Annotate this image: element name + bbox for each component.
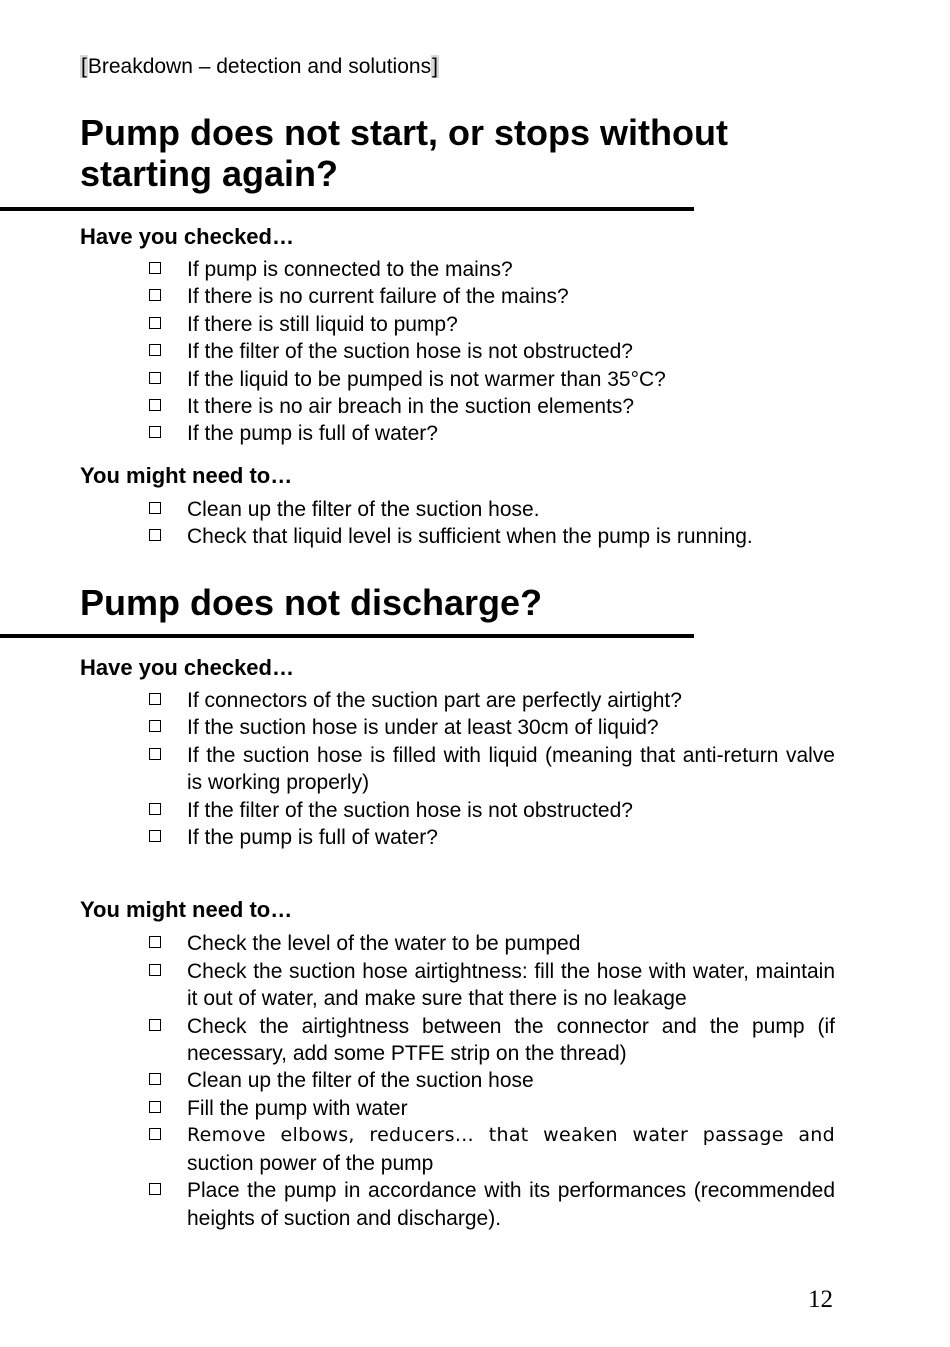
list-item (80, 1122, 835, 1177)
list-item-text: If there is no current failure of the mains? (187, 285, 569, 309)
list-item-text: If the pump is full of water? (187, 826, 438, 850)
checked-list (80, 256, 840, 448)
list-item-text: Place the pump in accordance with its performances (recommended heights of suction and discharge). (187, 1179, 835, 1230)
need-list (80, 496, 840, 551)
list-item (80, 958, 835, 1013)
checkbox-icon (149, 936, 161, 948)
list-item (80, 496, 835, 523)
need-list (80, 930, 840, 1231)
list-item (80, 338, 835, 365)
list-item (80, 420, 835, 447)
list-item-text: Check that liquid level is sufficient when the pump is running. (187, 525, 753, 549)
list-item (80, 1067, 835, 1094)
checked-subheading: Have you checked… (80, 655, 294, 680)
list-item-text: Check the level of the water to be pumped (187, 932, 581, 956)
list-item-text: If pump is connected to the mains? (187, 258, 513, 281)
list-item (80, 714, 835, 741)
need-subheading: You might need to… (80, 462, 293, 488)
list-item (80, 311, 835, 338)
list-item-text: Check the airtightness between the connector and the pump (if necessary, add some PTFE strip on the thread) (187, 1014, 835, 1066)
need-subheading: You might need to… (80, 897, 293, 923)
checkbox-icon (149, 964, 161, 976)
header-title: Breakdown – detection and solutions (87, 55, 432, 78)
list-item-text: If the filter of the suction hose is not obstructed? (187, 798, 633, 822)
checkbox-icon (149, 529, 161, 541)
list-item (80, 1013, 835, 1068)
checkbox-icon (149, 830, 161, 842)
heading-rule (0, 634, 694, 638)
section-pump-not-discharging (80, 582, 840, 1232)
section-pump-not-starting (80, 112, 840, 551)
list-item (80, 366, 835, 393)
running-header (80, 53, 439, 81)
list-item (80, 1095, 835, 1122)
list-item (80, 523, 835, 550)
section-heading: Pump does not discharge? (80, 582, 543, 623)
list-item-text: If the suction hose is under at least 30cm of liquid? (187, 716, 659, 740)
checkbox-icon (149, 372, 161, 384)
checked-subheading: Have you checked… (80, 224, 294, 249)
list-item (80, 1177, 835, 1232)
checked-list (80, 687, 840, 851)
list-item (80, 393, 835, 420)
list-item-text-continued: suction power of the pump (187, 1151, 434, 1175)
header-close-bracket: ] (432, 55, 438, 78)
checkbox-icon (149, 344, 161, 356)
checkbox-icon (149, 748, 161, 760)
checkbox-icon (149, 502, 161, 514)
checkbox-icon (149, 803, 161, 815)
checkbox-icon (149, 399, 161, 411)
list-item-text: It there is no air breach in the suction elements? (187, 395, 635, 419)
list-item-text: If the filter of the suction hose is not obstructed? (187, 340, 633, 364)
list-item-text: Clean up the filter of the suction hose. (187, 497, 540, 521)
list-item-text: If there is still liquid to pump? (187, 312, 458, 336)
list-item (80, 824, 835, 851)
checkbox-icon (149, 693, 161, 705)
list-item-text: If the pump is full of water? (187, 422, 438, 446)
list-item-text: Check the suction hose airtightness: fill the hose with water, maintain it out of water, and make sure that there is no leakage (187, 959, 835, 1011)
list-item (80, 283, 835, 310)
checkbox-icon (149, 1128, 161, 1140)
checkbox-icon (149, 317, 161, 329)
checkbox-icon (149, 289, 161, 301)
page-number: 12 (808, 1286, 833, 1313)
header-open-bracket: [ (81, 55, 87, 78)
checkbox-icon (149, 1019, 161, 1031)
list-item (80, 930, 835, 957)
list-item (80, 256, 835, 283)
checkbox-icon (149, 1073, 161, 1085)
checkbox-icon (149, 426, 161, 438)
checkbox-icon (149, 262, 161, 274)
heading-rule (0, 207, 694, 211)
list-item-text: If the suction hose is filled with liquid (meaning that anti-return valve is working properly) (187, 743, 835, 795)
checkbox-icon (149, 1183, 161, 1195)
list-item-text: Remove elbows, reducers… that weaken water passage and (187, 1124, 835, 1147)
list-item (80, 742, 835, 797)
list-item (80, 687, 835, 714)
list-item-text: Clean up the filter of the suction hose (187, 1069, 534, 1093)
section-heading: Pump does not start, or stops without starting again? (80, 112, 728, 194)
list-item-text: If connectors of the suction part are perfectly airtight? (187, 689, 682, 712)
list-item-text: Fill the pump with water (187, 1096, 408, 1120)
checkbox-icon (149, 720, 161, 732)
checkbox-icon (149, 1101, 161, 1113)
list-item (80, 797, 835, 824)
list-item-text: If the liquid to be pumped is not warmer than 35°C? (187, 367, 666, 391)
